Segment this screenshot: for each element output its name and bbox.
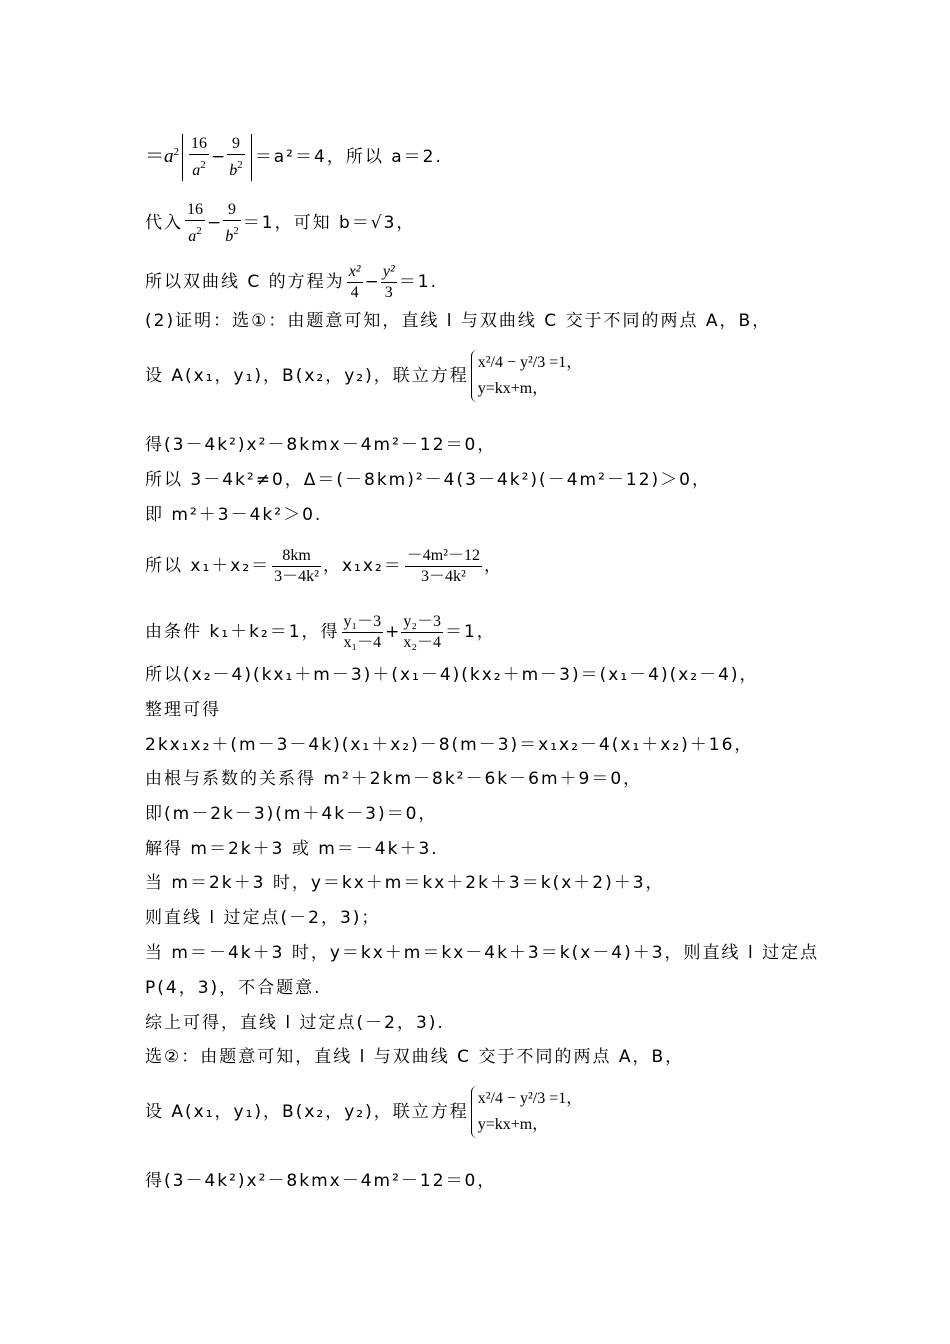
text: 代入 bbox=[145, 213, 183, 233]
denominator: 3 bbox=[381, 282, 397, 303]
numerator: 9 bbox=[232, 135, 241, 152]
equation-line-1: $=a^2$ $\frac{16}{a^2}$ − $\frac{9}{b^2}$ ＝a²＝4，所以 a＝2. bbox=[145, 135, 443, 179]
numerator: 16 bbox=[191, 135, 208, 152]
text-line-22: 选②：由题意可知，直线 l 与双曲线 C 交于不同的两点 A，B， bbox=[145, 1047, 685, 1067]
text: 所以双曲线 C 的方程为 bbox=[145, 272, 345, 292]
numerator: y₂－3 bbox=[403, 613, 441, 630]
text: ＝a²＝4，所以 a＝2. bbox=[254, 147, 443, 167]
numerator: x² bbox=[348, 263, 361, 280]
equation-line-23 bbox=[145, 1086, 582, 1138]
equation-line-3: 所以双曲线 C 的方程为 $\frac{\text{x²}}{4}$ − $\frac{\text{y²}}{3}$ ＝1. bbox=[145, 263, 438, 301]
denominator: x₂－4 bbox=[403, 634, 441, 651]
equation-system bbox=[471, 1086, 583, 1138]
text: 设 A(x₁，y₁)，B(x₂，y₂)，联立方程 bbox=[145, 366, 469, 386]
text-line-11: 所以(x₂－4)(kx₁＋m－3)＋(x₁－4)(kx₂＋m－3)＝(x₁－4)(x₂－4)， bbox=[145, 665, 759, 685]
text-line-18: 则直线 l 过定点(－2，3)； bbox=[145, 908, 381, 928]
denominator: b bbox=[229, 162, 238, 179]
numerator: 8km bbox=[282, 547, 311, 564]
text-line-4: (2)证明：选①：由题意可知，直线 l 与双曲线 C 交于不同的两点 A，B， bbox=[145, 311, 772, 331]
text-line-6: 得(3－4k²)x²－8kmx－4m²－12＝0， bbox=[145, 435, 497, 455]
text-line-24: 得(3－4k²)x²－8kmx－4m²－12＝0， bbox=[145, 1171, 497, 1191]
text: ， bbox=[483, 556, 503, 576]
text: ，x₁x₂＝ bbox=[322, 556, 403, 576]
denominator: 3－4k² bbox=[274, 568, 319, 585]
text-line-8: 即 m²＋3－4k²＞0. bbox=[145, 505, 323, 525]
text: 设 A(x₁，y₁)，B(x₂，y₂)，联立方程 bbox=[145, 1102, 469, 1122]
system-row: y=kx+m， bbox=[477, 380, 549, 397]
system-row: y=kx+m， bbox=[477, 1116, 549, 1133]
text: ＝1，可知 b＝√3， bbox=[242, 213, 416, 233]
text-line-14: 由根与系数的关系得 m²＋2km－8k²－6k－6m＋9＝0， bbox=[145, 769, 643, 789]
equation-line-9 bbox=[145, 546, 503, 587]
text: ＝ bbox=[145, 146, 165, 167]
denominator: x₁－4 bbox=[343, 634, 382, 651]
text: a bbox=[164, 146, 174, 167]
numerator: y₁－3 bbox=[343, 613, 382, 630]
system-row: x²/4 − y²/3 =1， bbox=[477, 1090, 583, 1107]
equation-system bbox=[471, 350, 583, 402]
denominator: b bbox=[225, 228, 234, 245]
text: 所以 x₁＋x₂＝ bbox=[145, 556, 271, 576]
absolute-value: $\frac{16}{a^2}$ − $\frac{9}{b^2}$ bbox=[182, 134, 252, 181]
numerator: 9 bbox=[228, 201, 236, 218]
text-line-7: 所以 3－4k²≠0，Δ＝(－8km)²－4(3－4k²)(－4m²－12)＞0， bbox=[145, 470, 711, 490]
text-line-12: 整理可得 bbox=[145, 700, 221, 720]
text-line-19: 当 m＝－4k＋3 时，y＝kx＋m＝kx－4k＋3＝k(x－4)＋3，则直线 l 过定点 bbox=[145, 943, 820, 963]
text-line-21: 综上可得，直线 l 过定点(－2，3). bbox=[145, 1013, 445, 1033]
system-row: x²/4 − y²/3 =1， bbox=[477, 354, 583, 371]
text: 由条件 k₁＋k₂＝1，得 bbox=[145, 622, 340, 642]
text-line-15: 即(m－2k－3)(m＋4k－3)＝0， bbox=[145, 804, 438, 824]
numerator: 16 bbox=[187, 201, 203, 218]
numerator: －4m²－12 bbox=[406, 547, 480, 564]
text: ＝1， bbox=[444, 622, 496, 642]
text-line-20: P(4，3)，不合题意. bbox=[145, 978, 322, 998]
denominator: 3－4k² bbox=[405, 566, 482, 587]
denominator: a bbox=[188, 228, 197, 245]
text: ＝1. bbox=[398, 272, 438, 292]
equation-line-2: 代入 $\frac{16}{a^2}$ − $\frac{9}{b^2}$ ＝1，可知 b＝√3， bbox=[145, 201, 416, 245]
text-line-13: 2kx₁x₂＋(m－3－4k)(x₁＋x₂)－8(m－3)＝x₁x₂－4(x₁＋x₂)＋16， bbox=[145, 735, 754, 755]
numerator: y² bbox=[382, 263, 395, 280]
equation-line-5 bbox=[145, 350, 582, 402]
equation-line-10: 由条件 k₁＋k₂＝1，得 $\frac{\text{y₁－3}}{\text{x₁－4}}$ + $\frac{\text{y₂－3}}{\text{x₂－4}}$ ＝1， bbox=[145, 613, 496, 651]
denominator: a bbox=[192, 162, 201, 179]
denominator: 4 bbox=[347, 282, 363, 303]
text-line-17: 当 m＝2k＋3 时，y＝kx＋m＝kx＋2k＋3＝k(x＋2)＋3， bbox=[145, 873, 665, 893]
text-line-16: 解得 m＝2k＋3 或 m＝－4k＋3. bbox=[145, 839, 439, 859]
